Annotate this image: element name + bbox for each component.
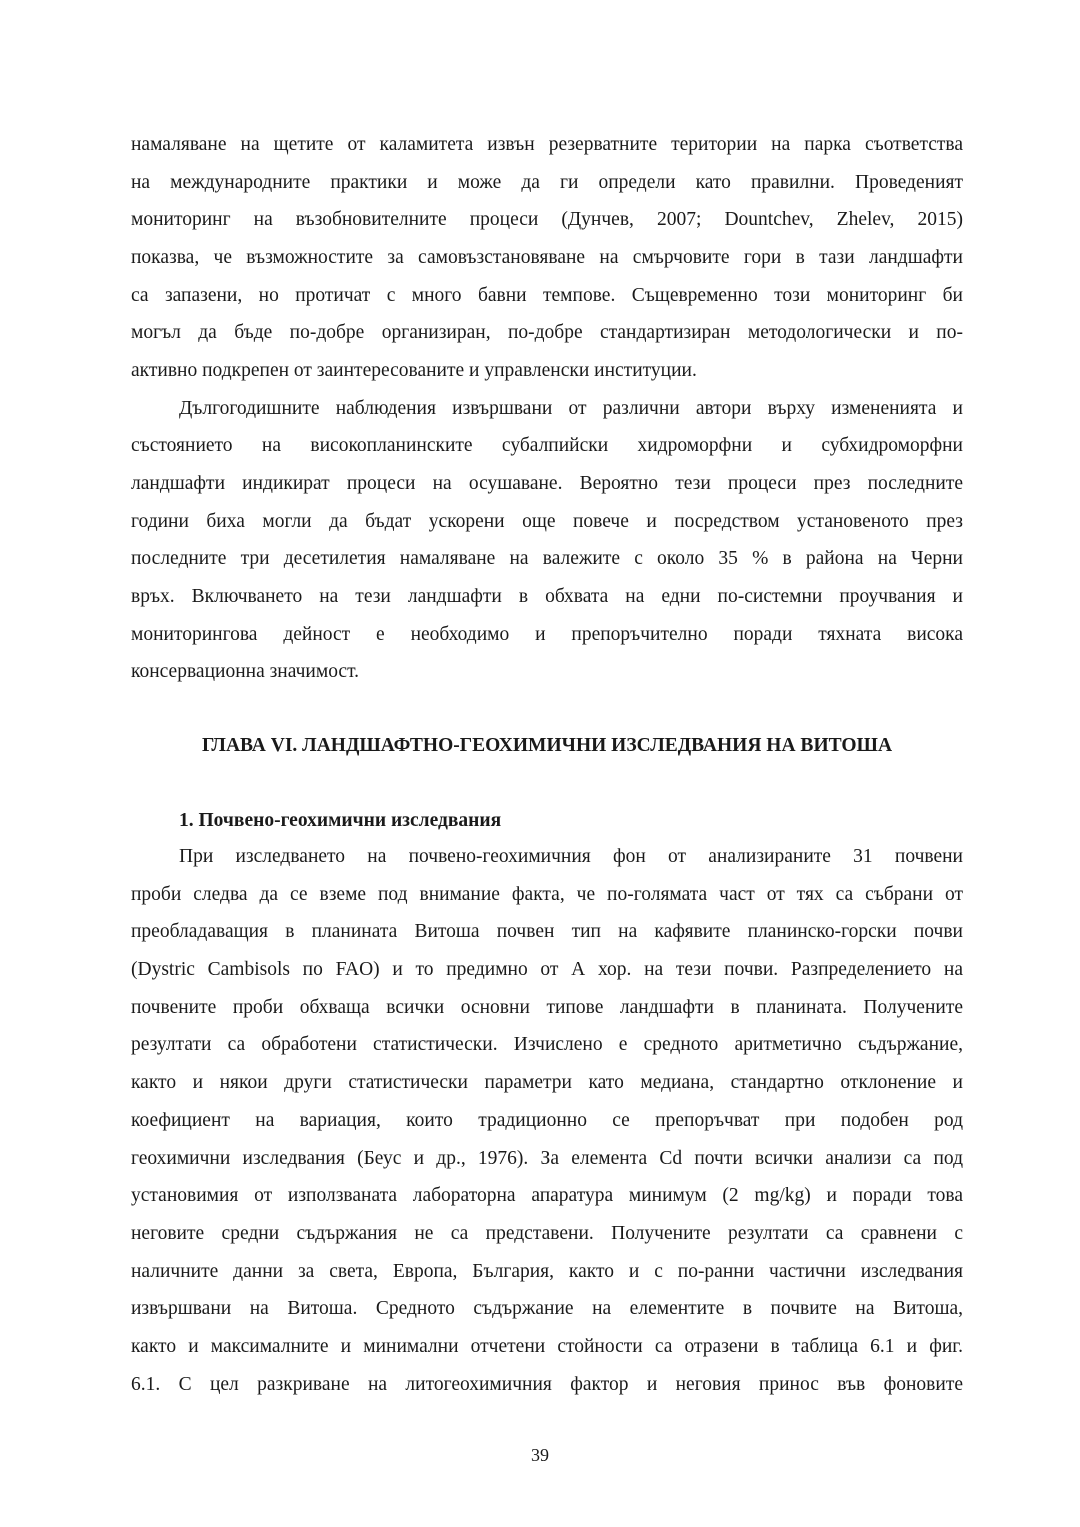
text-line: могъл да бъде по-добре организиран, по-добре стандартизиран методологически и по- [131,322,963,344]
text-line: години биха могли да бъдат ускорени още повече и посредством установеното през [131,510,963,532]
text-line: консервационна значимост. [131,661,360,683]
text-line: извършвани на Витоша. Средното съдържание на елементите в почвите на Витоша, [131,1298,963,1320]
text-line: неговите средни съдържания не са представени. Получените резултати са сравнени с [131,1222,963,1244]
text-line: наличните данни за света, Европа, България, както и с по-ранни частични изследвания [131,1260,963,1282]
text-line: (Dystric Cambisols по FAO) и то предимно от А хор. на тези почви. Разпределението на [131,959,963,981]
text-line: При изследването на почвено-геохимичния фон от анализираните 31 почвени [179,846,963,867]
text-line: Дългогодишните наблюдения извършвани от различни автори върху измененията и [179,397,963,419]
text-line: проби следва да се вземе под внимание факта, че по-голямата част от тях са събрани от [131,883,963,905]
text-line: на международните практики и може да ги определи като правилни. Проведеният [131,171,963,193]
text-line: връх. Включването на тези ландшафти в обхвата на едни по-системни проучвания и [131,585,963,607]
text-line: мониторингова дейност е необходимо и препоръчително поради тяхната висока [131,623,963,645]
text-line: активно подкрепен от заинтересованите и управленски институции. [131,360,697,382]
text-line: са запазени, но протичат с много бавни темпове. Същевременно този мониторинг би [131,284,963,306]
chapter-title: ГЛАВА VI. ЛАНДШАФТНО-ГЕОХИМИЧНИ ИЗСЛЕДВАНИЯ НА ВИТОША [201,735,893,756]
text-line: установимия от използваната лабораторна апаратура минимум (2 mg/kg) и поради това [131,1185,963,1207]
text-line: както и максималните и минимални отчетени стойности са отразени в таблица 6.1 и фиг. [131,1335,963,1357]
section-title: 1. Почвено-геохимични изследвания [179,810,502,831]
text-line: коефициент на вариация, които традиционно се препоръчват при подобен род [131,1109,963,1131]
text-line: геохимични изследвания (Беус и др., 1976). За елемента Cd почти всички анализи са под [131,1147,963,1169]
text-line: както и някои други статистически параметри като медиана, стандартно отклонение и [131,1072,963,1094]
text-line: последните три десетилетия намаляване на валежите с около 35 % в района на Черни [131,548,963,570]
page-number: 39 [531,1445,549,1465]
text-line: мониторинг на възобновителните процеси (Дунчев, 2007; Dountchev, Zhelev, 2015) [131,209,963,231]
text-line: преобладаващия в планината Витоша почвен тип на кафявите планинско-горски почви [131,921,963,943]
text-line: ландшафти индикират процеси на осушаване. Вероятно тези процеси през последните [131,472,963,494]
text-line: резултати са обработени статистически. Изчислено е средното аритметично съдържание, [131,1034,963,1056]
text-line: почвените проби обхваща всички основни типове ландшафти в планината. Получените [131,996,963,1018]
text-line: 6.1. С цел разкриване на литогеохимичния фактор и неговия принос във фоновите [131,1373,963,1395]
text-line: показва, че възможностите за самовъзстановяване на смърчовите гори в тази ландшафти [131,247,963,269]
text-line: състоянието на високопланинските субалпийски хидроморфни и субхидроморфни [131,435,963,457]
paragraph-subalpine-landscapes [131,390,963,692]
text-line: намаляване на щетите от каламитета извън резерватните територии на парка съответства [131,134,963,155]
paragraph-forest-recovery [131,126,963,390]
paragraph-soil-geochemistry [131,838,963,1403]
